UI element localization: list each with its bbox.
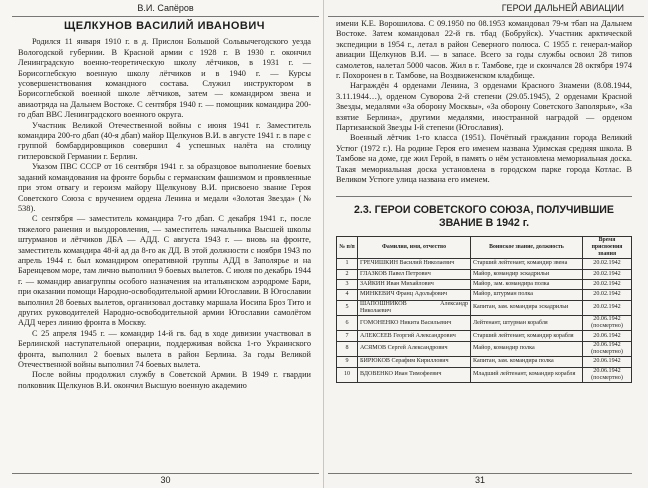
row-number: 6: [337, 316, 358, 331]
page-header: ГЕРОИ ДАЛЬНЕЙ АВИАЦИИ: [328, 0, 644, 17]
row-number: 10: [337, 367, 358, 382]
table-row: [337, 316, 632, 331]
award-date: 20.06.1942 (посмертно): [583, 341, 632, 356]
hero-rank: Майор, зам. командира полка: [471, 279, 583, 289]
award-date: 20.06.1942: [583, 331, 632, 341]
hero-rank: Капитан, зам. командира эскадрильи: [471, 300, 583, 315]
table-row: [337, 331, 632, 341]
hero-rank: Младший лейтенант, командир корабля: [471, 367, 583, 382]
hero-rank: Майор, командир эскадрильи: [471, 269, 583, 279]
page-number: 31: [328, 473, 632, 486]
column-header: Воинское звание, должность: [471, 236, 583, 259]
row-number: 1: [337, 259, 358, 269]
row-number: 8: [337, 341, 358, 356]
paragraph: Указом ПВС СССР от 16 сентября 1941 г. за образцовое выполнение боевых заданий командования на фронте борьбы с германским фашизмом и проявленные при этом отвагу и героизм майору Щелкунову В.И. присвоено звание Героя Советского Союза с вручением ордена Ленина и медали «Золотая Звезда» (№ 538).: [18, 162, 311, 213]
table-row: [337, 357, 632, 367]
table-row: [337, 300, 632, 315]
row-number: 9: [337, 357, 358, 367]
award-date: 20.02.1942: [583, 300, 632, 315]
column-header: № п/п: [337, 236, 358, 259]
hero-rank: Майор, штурман полка: [471, 290, 583, 300]
paragraph: Участник Великой Отечественной войны с июня 1941 г. Заместитель командира 200-го дбап (40-я дбап) майор Щелкунов В.И. в августе 1941 г. в паре с группой бомбардировщиков совершил 4 успешных налёта на столицу гитлеровской Германии г. Берлин.: [18, 120, 311, 161]
row-number: 3: [337, 279, 358, 289]
hero-name: БИРЮКОВ Серафим Кириллович: [358, 357, 471, 367]
hero-name: ВДОВЕНКО Иван Тимофеевич: [358, 367, 471, 382]
row-number: 2: [337, 269, 358, 279]
hero-name: АЛЕКСЕЕВ Георгий Александрович: [358, 331, 471, 341]
paragraph: С 25 апреля 1945 г. — командир 14-й гв. бад в ходе дивизии участвовал в Берлинской наступательной операции, поддерживая войска 1-го Украинского фронта, выполнил 2 боевых вылета в район Берлина. За годы Великой Отечественной войны выполнил 74 боевых вылета.: [18, 328, 311, 369]
award-date: 20.06.1942: [583, 357, 632, 367]
row-number: 4: [337, 290, 358, 300]
table-row: [337, 341, 632, 356]
paragraph: После войны продолжил службу в Советской Армии. В 1949 г. гвардии полковник Щелкунов В.И. окончил Высшую военную академию: [18, 370, 311, 390]
paragraph: Родился 11 января 1910 г. в д. Прислон Большой Сольвычегодского уезда Вологодской губернии. В Красной армии с 1928 г. В 1930 г. окончил Ленинградскую военно-теоретическую школу лётчиков, в 1931 г. — Борисоглебскую военную школу лётчиков и в 1940 г. — Курсы усовершенствования командного состава. Служил инструктором в Борисоглебской военной школе лётчиков, затем — командиром звена и авиаотряда на Дальнем Востоке. С сентября 1940 г. — помощник командира 200-го дбап ВВС Ленинградского военного округа.: [18, 37, 311, 120]
right-page: [324, 0, 648, 488]
hero-rank: Майор, командир полка: [471, 341, 583, 356]
hero-name: ГРЕЧИШКИН Василий Николаевич: [358, 259, 471, 269]
biography-title: ЩЕЛКУНОВ ВАСИЛИЙ ИВАНОВИЧ: [64, 20, 265, 32]
table-row: [337, 269, 632, 279]
page-number: 30: [12, 473, 319, 486]
table-header-row: [337, 236, 632, 259]
section-title: 2.3. ГЕРОИ СОВЕТСКОГО СОЮЗА, ПОЛУЧИВШИЕ ЗВАНИЕ В 1942 г.: [336, 196, 632, 230]
hero-name: ГОМОНЕНКО Никита Васильевич: [358, 316, 471, 331]
paragraph: имени К.Е. Ворошилова. С 09.1950 по 08.1953 командовал 79-м тбап на Дальнем Востоке. Затем командовал 22-й гв. тбад (Бобруйск). Участник арктической экспедиции в 1954 г., летал в район Северного полюса. С 1955 г. генерал-майор авиации Щелкунов В.И. — в запасе. Всего за годы службы освоил 28 типов самолетов, налетал 5000 часов. Жил в г. Тамбове, где и скончался 28 октября 1974 г. Похоронен в г. Тамбове, на Воздвиженском кладбище.: [336, 19, 632, 81]
hero-name: ГЛАЗКОВ Павел Петрович: [358, 269, 471, 279]
column-header: Время присвоения звания: [583, 236, 632, 259]
table-row: [337, 367, 632, 382]
page-header: В.И. Сапёров: [12, 0, 319, 17]
hero-rank: Старший лейтенант, командир звена: [471, 259, 583, 269]
row-number: 5: [337, 300, 358, 315]
table-row: [337, 259, 632, 269]
column-header: Фамилия, имя, отчество: [358, 236, 471, 259]
paragraph: С сентября — заместитель командира 7-го дбап. С декабря 1941 г., после тяжелого ранения и выздоровления, — заместитель начальника Высшей школы штурманов и лётчиков ДБА — АДД. С августа 1943 г. — вновь на фронте, заместитель командира 48-й ад да 8-го ак ДД. В этой должности с ноября 1943 по апрель 1944 г. был командиром оперативной группы АДД в Заполярье и на Баренцевом море, там лично выполнил 9 боевых вылетов. С июля по декабрь 1944 г. — командир авиагруппы особого назначения на итальянском аэродроме Бари, при оказании помощи Народно-освободительной армии Югославии. В Югославии выполнил 28 боевых вылетов, организовал доставку маршала Иосипа Броз Тито и других руководителей Народно-освободительной армии Югославии самолётом АДД через линию фронта в Москву.: [18, 214, 311, 328]
heroes-table: [336, 236, 632, 384]
paragraph: Военный лётчик 1-го класса (1951). Почётный гражданин города Великий Устюг (1972 г.). На родине Героя его именем названа Удимская средняя школа. В Тамбове на доме, где жил Герой, в память о нём установлена мемориальная доска. Такая мемориальная доска установлена в городском парке города Котлас. В Великом Устюге улица названа его именем.: [336, 133, 632, 185]
paragraph: Награждён 4 орденами Ленина, 3 орденами Красного Знамени (8.08.1944, 3.11.1944…), орденом Суворова 2-й степени (29.05.1945), 2 орденами Красной Звезды, медалями «За оборону Москвы», «За оборону Советского Заполярья», «За взятие Берлина», другими медалями, иностранной наградой — орденом Партизанской Звезды I-й степени (Югославия).: [336, 81, 632, 133]
table-row: [337, 279, 632, 289]
hero-name: ЗАЙКИН Иван Михайлович: [358, 279, 471, 289]
hero-name: МИНКЕВИЧ Франц Адольфович: [358, 290, 471, 300]
award-date: 20.06.1942 (посмертно): [583, 316, 632, 331]
hero-rank: Лейтенант, штурман корабля: [471, 316, 583, 331]
hero-rank: Капитан, зам. командира полка: [471, 357, 583, 367]
row-number: 7: [337, 331, 358, 341]
hero-name: АСЯМОВ Сергей Александрович: [358, 341, 471, 356]
award-date: 20.06.1942 (посмертно): [583, 367, 632, 382]
table-row: [337, 290, 632, 300]
award-date: 20.02.1942: [583, 259, 632, 269]
hero-name: ШАПОШНИКОВ Александр Николаевич: [358, 300, 471, 315]
hero-rank: Старший лейтенант, командир корабля: [471, 331, 583, 341]
left-page-body: [18, 19, 311, 391]
award-date: 20.02.1942: [583, 269, 632, 279]
award-date: 20.02.1942: [583, 279, 632, 289]
award-date: 20.02.1942: [583, 290, 632, 300]
right-page-body: [336, 19, 632, 383]
